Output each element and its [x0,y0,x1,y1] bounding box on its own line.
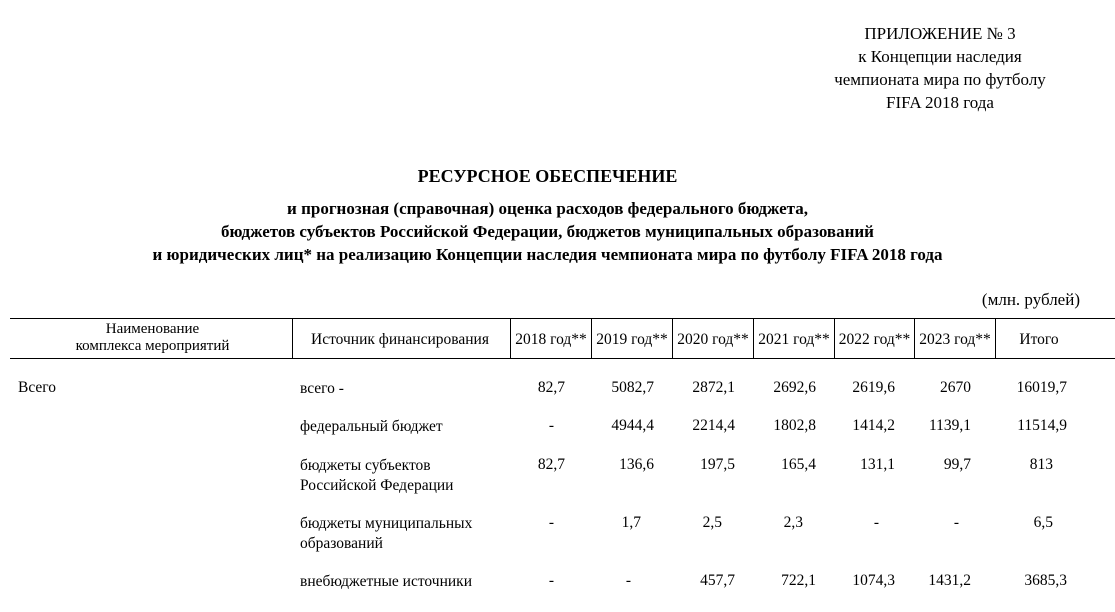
table-cell: 4944,4 [611,417,654,434]
header-year-2023: 2023 год** [919,331,991,348]
table-cell: 1139,1 [928,417,971,434]
table-cell: 1,7 [621,514,641,531]
annex-line: чемпионата мира по футболу [834,70,1046,89]
table-cell: 2872,1 [692,379,735,396]
row-label: федеральный бюджет [300,418,443,435]
table-cell: 82,7 [537,456,565,473]
header-total: Итого [1019,331,1059,348]
table-cell: 457,7 [700,572,735,589]
document-subtitle [0,197,1095,266]
table-cell: 197,5 [700,456,735,473]
table-cell: 2214,4 [692,417,735,434]
table-cell: 2692,6 [773,379,816,396]
units-label: (млн. рублей) [981,290,1080,309]
row-label: внебюджетные источники [300,573,472,590]
table-cell: 813 [1029,456,1053,473]
table-cell: - [548,572,554,589]
table-cell: 6,5 [1033,514,1053,531]
header-year-2018: 2018 год** [515,331,587,348]
table-cell: 722,1 [781,572,816,589]
header-year-2020: 2020 год** [677,331,749,348]
group-label: Всего [18,379,57,396]
table-cell: 3685,3 [1024,572,1067,589]
subtitle-line: бюджетов субъектов Российской Федерации, бюджетов муниципальных образований [221,222,874,241]
annex-line: к Концепции наследия [858,47,1022,66]
row-label: бюджеты субъектов Российской Федерации [300,457,454,494]
table-cell: 2,3 [783,514,803,531]
table-cell: 136,6 [619,456,654,473]
row-label: всего - [300,380,344,397]
header-activity-name: Наименование комплекса мероприятий [75,321,230,354]
table-top-rule [10,318,1115,319]
table-cell: - [625,572,631,589]
header-funding-source: Источник финансирования [311,331,489,348]
table-header-rule [10,358,1115,359]
table-cell: - [873,514,879,531]
table-cell: 16019,7 [1016,379,1067,396]
table-cell: - [548,417,554,434]
subtitle-line: и юридических лиц* на реализацию Концепции наследия чемпионата мира по футболу FIFA 2018 года [152,245,943,264]
annex-line: FIFA 2018 года [886,93,994,112]
table-cell: 131,1 [860,456,895,473]
table-cell: 11514,9 [1017,417,1067,434]
header-year-2019: 2019 год** [596,331,668,348]
document-title: РЕСУРСНОЕ ОБЕСПЕЧЕНИЕ [417,166,678,186]
subtitle-line: и прогнозная (справочная) оценка расходов федерального бюджета, [287,199,808,218]
header-year-2022: 2022 год** [838,331,911,348]
table-cell: 1074,3 [852,572,895,589]
annex-number: ПРИЛОЖЕНИЕ № 3 [864,24,1016,43]
annex-header [790,22,1090,114]
table-cell: 1802,8 [773,417,816,434]
table-cell: - [953,514,959,531]
table-cell: 82,7 [537,379,565,396]
table-cell: 1414,2 [852,417,895,434]
table-cell: 2670 [940,379,971,396]
table-cell: 1431,2 [928,572,971,589]
table-cell: 5082,7 [611,379,654,396]
header-year-2021: 2021 год** [758,331,830,348]
column-divider [292,319,293,359]
table-cell: 165,4 [781,456,816,473]
table-cell: 2,5 [702,514,722,531]
row-label: бюджеты муниципальных образований [300,515,473,552]
table-cell: - [548,514,554,531]
table-cell: 2619,6 [852,379,895,396]
table-cell: 99,7 [943,456,971,473]
